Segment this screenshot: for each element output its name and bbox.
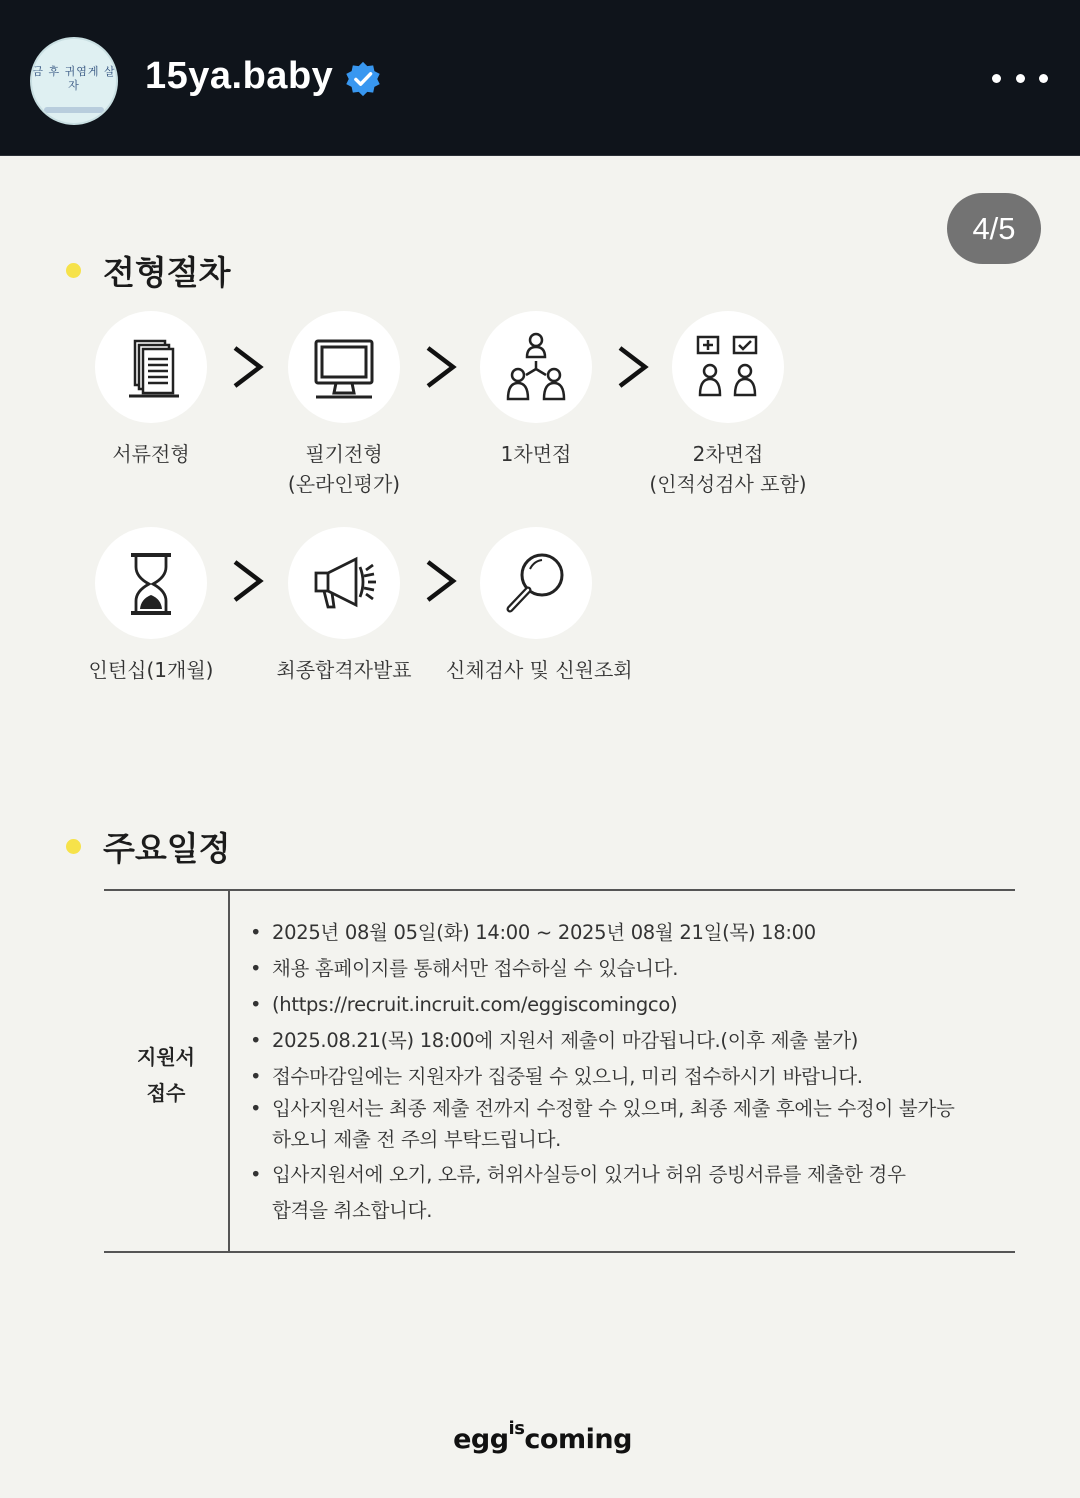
step-label: 최종합격자발표 bbox=[276, 658, 412, 682]
step-circle bbox=[288, 527, 400, 639]
list-item: • 접수마감일에는 지원자가 집중될 수 있으니, 미리 접수하시기 바랍니다. bbox=[250, 1061, 990, 1093]
schedule-row-header-cell bbox=[104, 891, 230, 1251]
step-second-interview bbox=[638, 311, 818, 499]
interview-checklist-icon bbox=[688, 327, 768, 407]
documents-icon bbox=[111, 327, 191, 407]
step-written-test bbox=[254, 311, 434, 499]
megaphone-icon bbox=[304, 543, 384, 623]
post-header bbox=[0, 0, 1080, 156]
schedule-row-header: 지원서 접수 bbox=[137, 1045, 195, 1105]
step-first-interview bbox=[446, 311, 626, 469]
list-item: • 입사지원서는 최종 제출 전까지 수정할 수 있으며, 최종 제출 후에는 수정이 불가능 하오니 제출 전 주의 부탁드립니다. bbox=[250, 1093, 990, 1155]
more-options-button[interactable] bbox=[992, 60, 1048, 96]
page-indicator: 4/5 bbox=[947, 193, 1041, 264]
list-item: • 2025.08.21(목) 18:00에 지원서 제출이 마감됩니다.(이후 제출 불가) bbox=[250, 1025, 990, 1057]
step-background-check bbox=[446, 527, 633, 685]
step-circle bbox=[95, 311, 207, 423]
step-label: 1차면접 bbox=[500, 442, 572, 466]
step-document-screening bbox=[61, 311, 241, 469]
username[interactable]: 15ya.baby bbox=[145, 55, 334, 97]
brand-text-pre: egg bbox=[453, 1424, 509, 1455]
verified-badge-icon bbox=[344, 60, 382, 98]
monitor-icon bbox=[304, 327, 384, 407]
step-circle bbox=[480, 527, 592, 639]
more-dot bbox=[992, 74, 1001, 83]
brand-logo bbox=[450, 1418, 635, 1455]
bullet-dot bbox=[66, 839, 81, 854]
schedule-title: 주요일정 bbox=[103, 829, 231, 868]
list-item: • 채용 홈페이지를 통해서만 접수하실 수 있습니다. bbox=[250, 953, 990, 985]
step-circle bbox=[95, 527, 207, 639]
hourglass-icon bbox=[111, 543, 191, 623]
step-label: 서류전형 bbox=[112, 442, 190, 466]
avatar-text: 금 후 귀염게 살자 bbox=[32, 65, 116, 92]
process-section-title bbox=[66, 247, 231, 294]
step-label: 필기전형 (온라인평가) bbox=[287, 442, 401, 496]
step-circle bbox=[672, 311, 784, 423]
step-label: 인턴십(1개월) bbox=[88, 658, 214, 682]
process-title: 전형절차 bbox=[103, 253, 231, 292]
schedule-table bbox=[104, 889, 1015, 1253]
brand-text-sup: is bbox=[508, 1418, 525, 1439]
avatar-decoration bbox=[44, 107, 104, 113]
schedule-section-title bbox=[66, 823, 231, 870]
more-dot bbox=[1039, 74, 1048, 83]
list-item: • 2025년 08월 05일(화) 14:00 ~ 2025년 08월 21일(목) 18:00 bbox=[250, 917, 990, 949]
magnifier-icon bbox=[496, 543, 576, 623]
step-label: 신체검사 및 신원조회 bbox=[446, 658, 633, 682]
step-circle bbox=[480, 311, 592, 423]
list-item: • 입사지원서에 오기, 오류, 허위사실등이 있거나 허위 증빙서류를 제출한 경우 합격을 취소합니다. bbox=[250, 1157, 990, 1229]
avatar[interactable] bbox=[30, 37, 118, 125]
list-item: • (https://recruit.incruit.com/eggiscomingco) bbox=[250, 989, 990, 1021]
step-final-announcement bbox=[254, 527, 434, 685]
brand-text-post: coming bbox=[524, 1424, 632, 1455]
step-internship bbox=[61, 527, 241, 685]
bullet-dot bbox=[66, 263, 81, 278]
schedule-details-list bbox=[250, 917, 990, 1233]
step-label: 2차면접 (인적성검사 포함) bbox=[649, 442, 807, 496]
step-circle bbox=[288, 311, 400, 423]
group-interview-icon bbox=[496, 327, 576, 407]
more-dot bbox=[1016, 74, 1025, 83]
